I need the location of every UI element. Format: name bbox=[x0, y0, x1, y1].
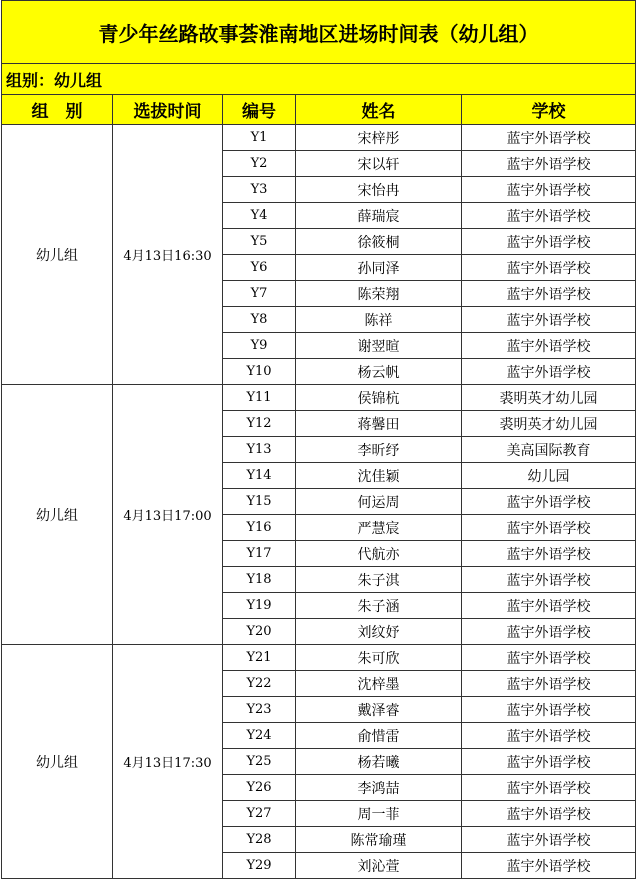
school-cell: 蓝宇外语学校 bbox=[462, 359, 636, 385]
school-cell: 蓝宇外语学校 bbox=[462, 723, 636, 749]
code-cell: Y15 bbox=[223, 489, 296, 515]
name-cell: 杨若曦 bbox=[296, 749, 462, 775]
school-cell: 蓝宇外语学校 bbox=[462, 229, 636, 255]
code-cell: Y2 bbox=[223, 151, 296, 177]
code-cell: Y19 bbox=[223, 593, 296, 619]
school-cell: 蓝宇外语学校 bbox=[462, 541, 636, 567]
school-cell: 美高国际教育 bbox=[462, 437, 636, 463]
school-cell: 蓝宇外语学校 bbox=[462, 203, 636, 229]
schedule-table bbox=[1, 0, 636, 879]
name-cell: 沈梓墨 bbox=[296, 671, 462, 697]
header-group: 组 别 bbox=[2, 95, 113, 125]
name-cell: 李昕纾 bbox=[296, 437, 462, 463]
name-cell: 严慧宸 bbox=[296, 515, 462, 541]
name-cell: 沈佳颖 bbox=[296, 463, 462, 489]
name-cell: 朱子涵 bbox=[296, 593, 462, 619]
school-cell: 蓝宇外语学校 bbox=[462, 307, 636, 333]
name-cell: 宋梓彤 bbox=[296, 125, 462, 151]
schedule-table-body bbox=[2, 1, 636, 879]
name-cell: 朱子淇 bbox=[296, 567, 462, 593]
code-cell: Y12 bbox=[223, 411, 296, 437]
name-cell: 陈常瑜瑾 bbox=[296, 827, 462, 853]
school-cell: 蓝宇外语学校 bbox=[462, 593, 636, 619]
code-cell: Y23 bbox=[223, 697, 296, 723]
code-cell: Y7 bbox=[223, 281, 296, 307]
school-cell: 蓝宇外语学校 bbox=[462, 749, 636, 775]
name-cell: 宋怡冉 bbox=[296, 177, 462, 203]
school-cell: 蓝宇外语学校 bbox=[462, 151, 636, 177]
code-cell: Y17 bbox=[223, 541, 296, 567]
name-cell: 宋以轩 bbox=[296, 151, 462, 177]
school-cell: 蓝宇外语学校 bbox=[462, 333, 636, 359]
school-cell: 蓝宇外语学校 bbox=[462, 827, 636, 853]
group-cell: 幼儿组 bbox=[2, 645, 113, 879]
school-cell: 蓝宇外语学校 bbox=[462, 645, 636, 671]
name-cell: 杨云帆 bbox=[296, 359, 462, 385]
title-row bbox=[2, 1, 636, 64]
school-cell: 蓝宇外语学校 bbox=[462, 697, 636, 723]
name-cell: 徐筱桐 bbox=[296, 229, 462, 255]
school-cell: 幼儿园 bbox=[462, 463, 636, 489]
name-cell: 李鸿喆 bbox=[296, 775, 462, 801]
code-cell: Y26 bbox=[223, 775, 296, 801]
name-cell: 陈荣翔 bbox=[296, 281, 462, 307]
school-cell: 蓝宇外语学校 bbox=[462, 255, 636, 281]
name-cell: 俞惜雷 bbox=[296, 723, 462, 749]
time-cell: 4月13日17:30 bbox=[113, 645, 223, 879]
code-cell: Y13 bbox=[223, 437, 296, 463]
table-row bbox=[2, 385, 636, 411]
page-title: 青少年丝路故事荟淮南地区进场时间表（幼儿组） bbox=[2, 1, 636, 64]
school-cell: 裘明英才幼儿园 bbox=[462, 385, 636, 411]
time-cell: 4月13日16:30 bbox=[113, 125, 223, 385]
name-cell: 蒋馨田 bbox=[296, 411, 462, 437]
code-cell: Y16 bbox=[223, 515, 296, 541]
code-cell: Y11 bbox=[223, 385, 296, 411]
school-cell: 蓝宇外语学校 bbox=[462, 281, 636, 307]
code-cell: Y6 bbox=[223, 255, 296, 281]
name-cell: 孙同泽 bbox=[296, 255, 462, 281]
school-cell: 蓝宇外语学校 bbox=[462, 489, 636, 515]
code-cell: Y18 bbox=[223, 567, 296, 593]
code-cell: Y29 bbox=[223, 853, 296, 879]
code-cell: Y28 bbox=[223, 827, 296, 853]
name-cell: 薛瑞宸 bbox=[296, 203, 462, 229]
group-label: 组别：幼儿组 bbox=[2, 64, 636, 95]
school-cell: 蓝宇外语学校 bbox=[462, 853, 636, 879]
table-row bbox=[2, 645, 636, 671]
group-cell: 幼儿组 bbox=[2, 125, 113, 385]
code-cell: Y25 bbox=[223, 749, 296, 775]
group-row bbox=[2, 64, 636, 95]
code-cell: Y14 bbox=[223, 463, 296, 489]
table-row bbox=[2, 125, 636, 151]
code-cell: Y22 bbox=[223, 671, 296, 697]
header-school: 学校 bbox=[462, 95, 636, 125]
school-cell: 蓝宇外语学校 bbox=[462, 567, 636, 593]
group-cell: 幼儿组 bbox=[2, 385, 113, 645]
name-cell: 侯锦杭 bbox=[296, 385, 462, 411]
time-cell: 4月13日17:00 bbox=[113, 385, 223, 645]
code-cell: Y5 bbox=[223, 229, 296, 255]
code-cell: Y10 bbox=[223, 359, 296, 385]
code-cell: Y24 bbox=[223, 723, 296, 749]
name-cell: 刘沁萱 bbox=[296, 853, 462, 879]
school-cell: 蓝宇外语学校 bbox=[462, 801, 636, 827]
code-cell: Y8 bbox=[223, 307, 296, 333]
code-cell: Y21 bbox=[223, 645, 296, 671]
name-cell: 陈祥 bbox=[296, 307, 462, 333]
header-row bbox=[2, 95, 636, 125]
school-cell: 蓝宇外语学校 bbox=[462, 775, 636, 801]
name-cell: 戴泽睿 bbox=[296, 697, 462, 723]
code-cell: Y3 bbox=[223, 177, 296, 203]
header-name: 姓名 bbox=[296, 95, 462, 125]
code-cell: Y27 bbox=[223, 801, 296, 827]
school-cell: 蓝宇外语学校 bbox=[462, 671, 636, 697]
name-cell: 代航亦 bbox=[296, 541, 462, 567]
name-cell: 谢翌暄 bbox=[296, 333, 462, 359]
school-cell: 蓝宇外语学校 bbox=[462, 515, 636, 541]
name-cell: 刘纹妤 bbox=[296, 619, 462, 645]
code-cell: Y20 bbox=[223, 619, 296, 645]
school-cell: 裘明英才幼儿园 bbox=[462, 411, 636, 437]
school-cell: 蓝宇外语学校 bbox=[462, 125, 636, 151]
header-code: 编号 bbox=[223, 95, 296, 125]
code-cell: Y1 bbox=[223, 125, 296, 151]
header-time: 选拔时间 bbox=[113, 95, 223, 125]
code-cell: Y4 bbox=[223, 203, 296, 229]
name-cell: 朱可欣 bbox=[296, 645, 462, 671]
name-cell: 何运周 bbox=[296, 489, 462, 515]
code-cell: Y9 bbox=[223, 333, 296, 359]
name-cell: 周一菲 bbox=[296, 801, 462, 827]
school-cell: 蓝宇外语学校 bbox=[462, 177, 636, 203]
school-cell: 蓝宇外语学校 bbox=[462, 619, 636, 645]
